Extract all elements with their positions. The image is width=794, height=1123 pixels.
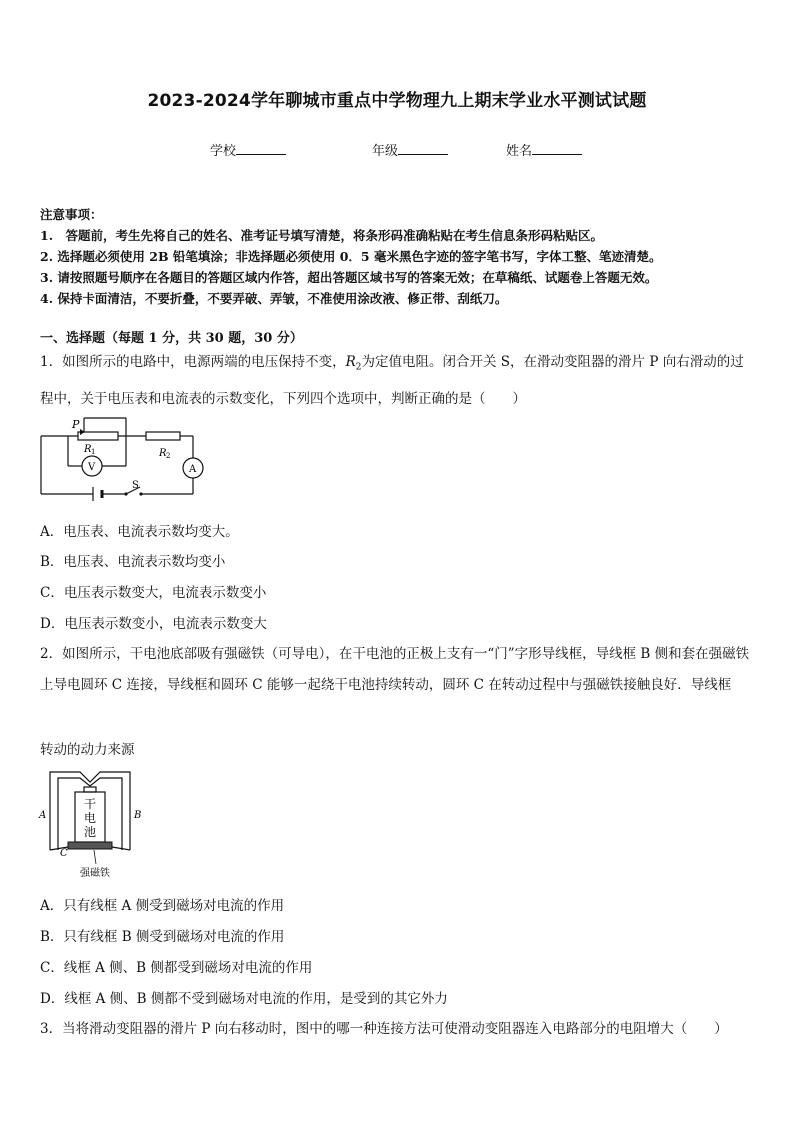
- label-r2-sub: 2: [166, 452, 171, 460]
- label-a: A: [39, 810, 47, 821]
- q1-option-d: D．电压表示数变小，电流表示数变大: [40, 616, 267, 632]
- notes-heading: 注意事项：: [40, 207, 103, 222]
- name-field: [506, 140, 582, 159]
- q2-option-b: B．只有线框 B 侧受到磁场对电流的作用: [40, 929, 285, 945]
- q2-option-a: A．只有线框 A 侧受到磁场对电流的作用: [40, 898, 285, 914]
- grade-label: 年级: [372, 144, 399, 159]
- ammeter-label: A: [189, 464, 197, 475]
- battery-char-3: 池: [84, 825, 97, 839]
- label-c: C: [60, 848, 68, 859]
- label-b: B: [134, 810, 142, 821]
- question-2-text-cont: 转动的动力来源: [40, 742, 135, 758]
- switch-label: S: [132, 480, 139, 491]
- grade-field: [372, 140, 448, 159]
- q1-r-subscript: 2: [355, 362, 362, 373]
- note-item: 4. 保持卡面清洁，不要折叠，不要弄破、弄皱，不准使用涂改液、修正带、刮纸刀。: [40, 291, 508, 306]
- page-title: 2023-2024学年聊城市重点中学物理九上期末学业水平测试试题: [147, 91, 647, 111]
- name-label: 姓名: [506, 144, 533, 159]
- question-2-text: 2．如图所示，干电池底部吸有强磁铁（可导电），在干电池的正极上支有一“门”字形导线框，导线框 B 侧和套在强磁铁上导电圆环 C 连接，导线框和圆环 C 能够一起绕干电池持续转动，圆环 C 在转动过程中与强磁铁接触良好．导线框: [40, 646, 750, 693]
- section-heading: 一、选择题（每题 1 分，共 30 题，30 分）: [40, 331, 303, 346]
- school-field: [210, 140, 286, 159]
- q1-option-c: C．电压表示数变大，电流表示数变小: [40, 585, 267, 601]
- q1-circuit-figure: [36, 416, 216, 508]
- school-label: 学校: [210, 144, 237, 159]
- question-1-text: [40, 347, 756, 415]
- note-item: 1. 答题前，考生先将自己的姓名、准考证号填写清楚，将条形码准确粘贴在考生信息条形码粘贴区。: [40, 228, 604, 243]
- q1-option-b: B．电压表、电流表示数均变小: [40, 554, 226, 570]
- q1-text-part-a: 1．如图所示的电路中，电源两端的电压保持不变，: [40, 354, 346, 370]
- q2-battery-figure: [36, 766, 156, 880]
- voltmeter-label: V: [88, 462, 96, 473]
- notes-block: [40, 204, 661, 309]
- school-blank: [236, 142, 286, 155]
- magnet-label: 强磁铁: [80, 868, 110, 879]
- name-blank: [532, 142, 582, 155]
- note-item: 3. 请按照题号顺序在各题目的答题区域内作答，超出答题区域书写的答案无效；在草稿纸、试题卷上答题无效。: [40, 270, 658, 285]
- q1-text-part-b: 为定值电阻。闭合开关 S，在滑动变阻器的滑片 P 向右滑动的过程中，关于电压表和电流表的示数变化，下列四个选项中，判断正确的是（ ）: [40, 354, 744, 407]
- battery-char-2: 电: [84, 811, 97, 825]
- q1-option-a: A．电压表、电流表示数均变大。: [40, 524, 239, 540]
- q2-option-d: D．线框 A 侧、B 侧都不受到磁场对电流的作用，是受到的其它外力: [40, 991, 448, 1007]
- label-r1-sub: 1: [91, 448, 96, 456]
- note-item: 2. 选择题必须使用 2B 铅笔填涂；非选择题必须使用 0．5 毫米黑色字迹的签字笔书写，字体工整、笔迹清楚。: [40, 249, 662, 264]
- label-r2: R: [159, 448, 167, 459]
- q2-option-c: C．线框 A 侧、B 侧都受到磁场对电流的作用: [40, 960, 313, 976]
- label-r1: R: [84, 444, 92, 455]
- question-3-text: 3．当将滑动变阻器的滑片 P 向右移动时，图中的哪一种连接方法可使滑动变阻器连入电路部分的电阻增大（ ）: [40, 1021, 728, 1037]
- grade-blank: [398, 142, 448, 155]
- battery-char-1: 干: [84, 797, 97, 811]
- q1-r-symbol: R: [345, 354, 356, 370]
- label-p: P: [72, 418, 80, 431]
